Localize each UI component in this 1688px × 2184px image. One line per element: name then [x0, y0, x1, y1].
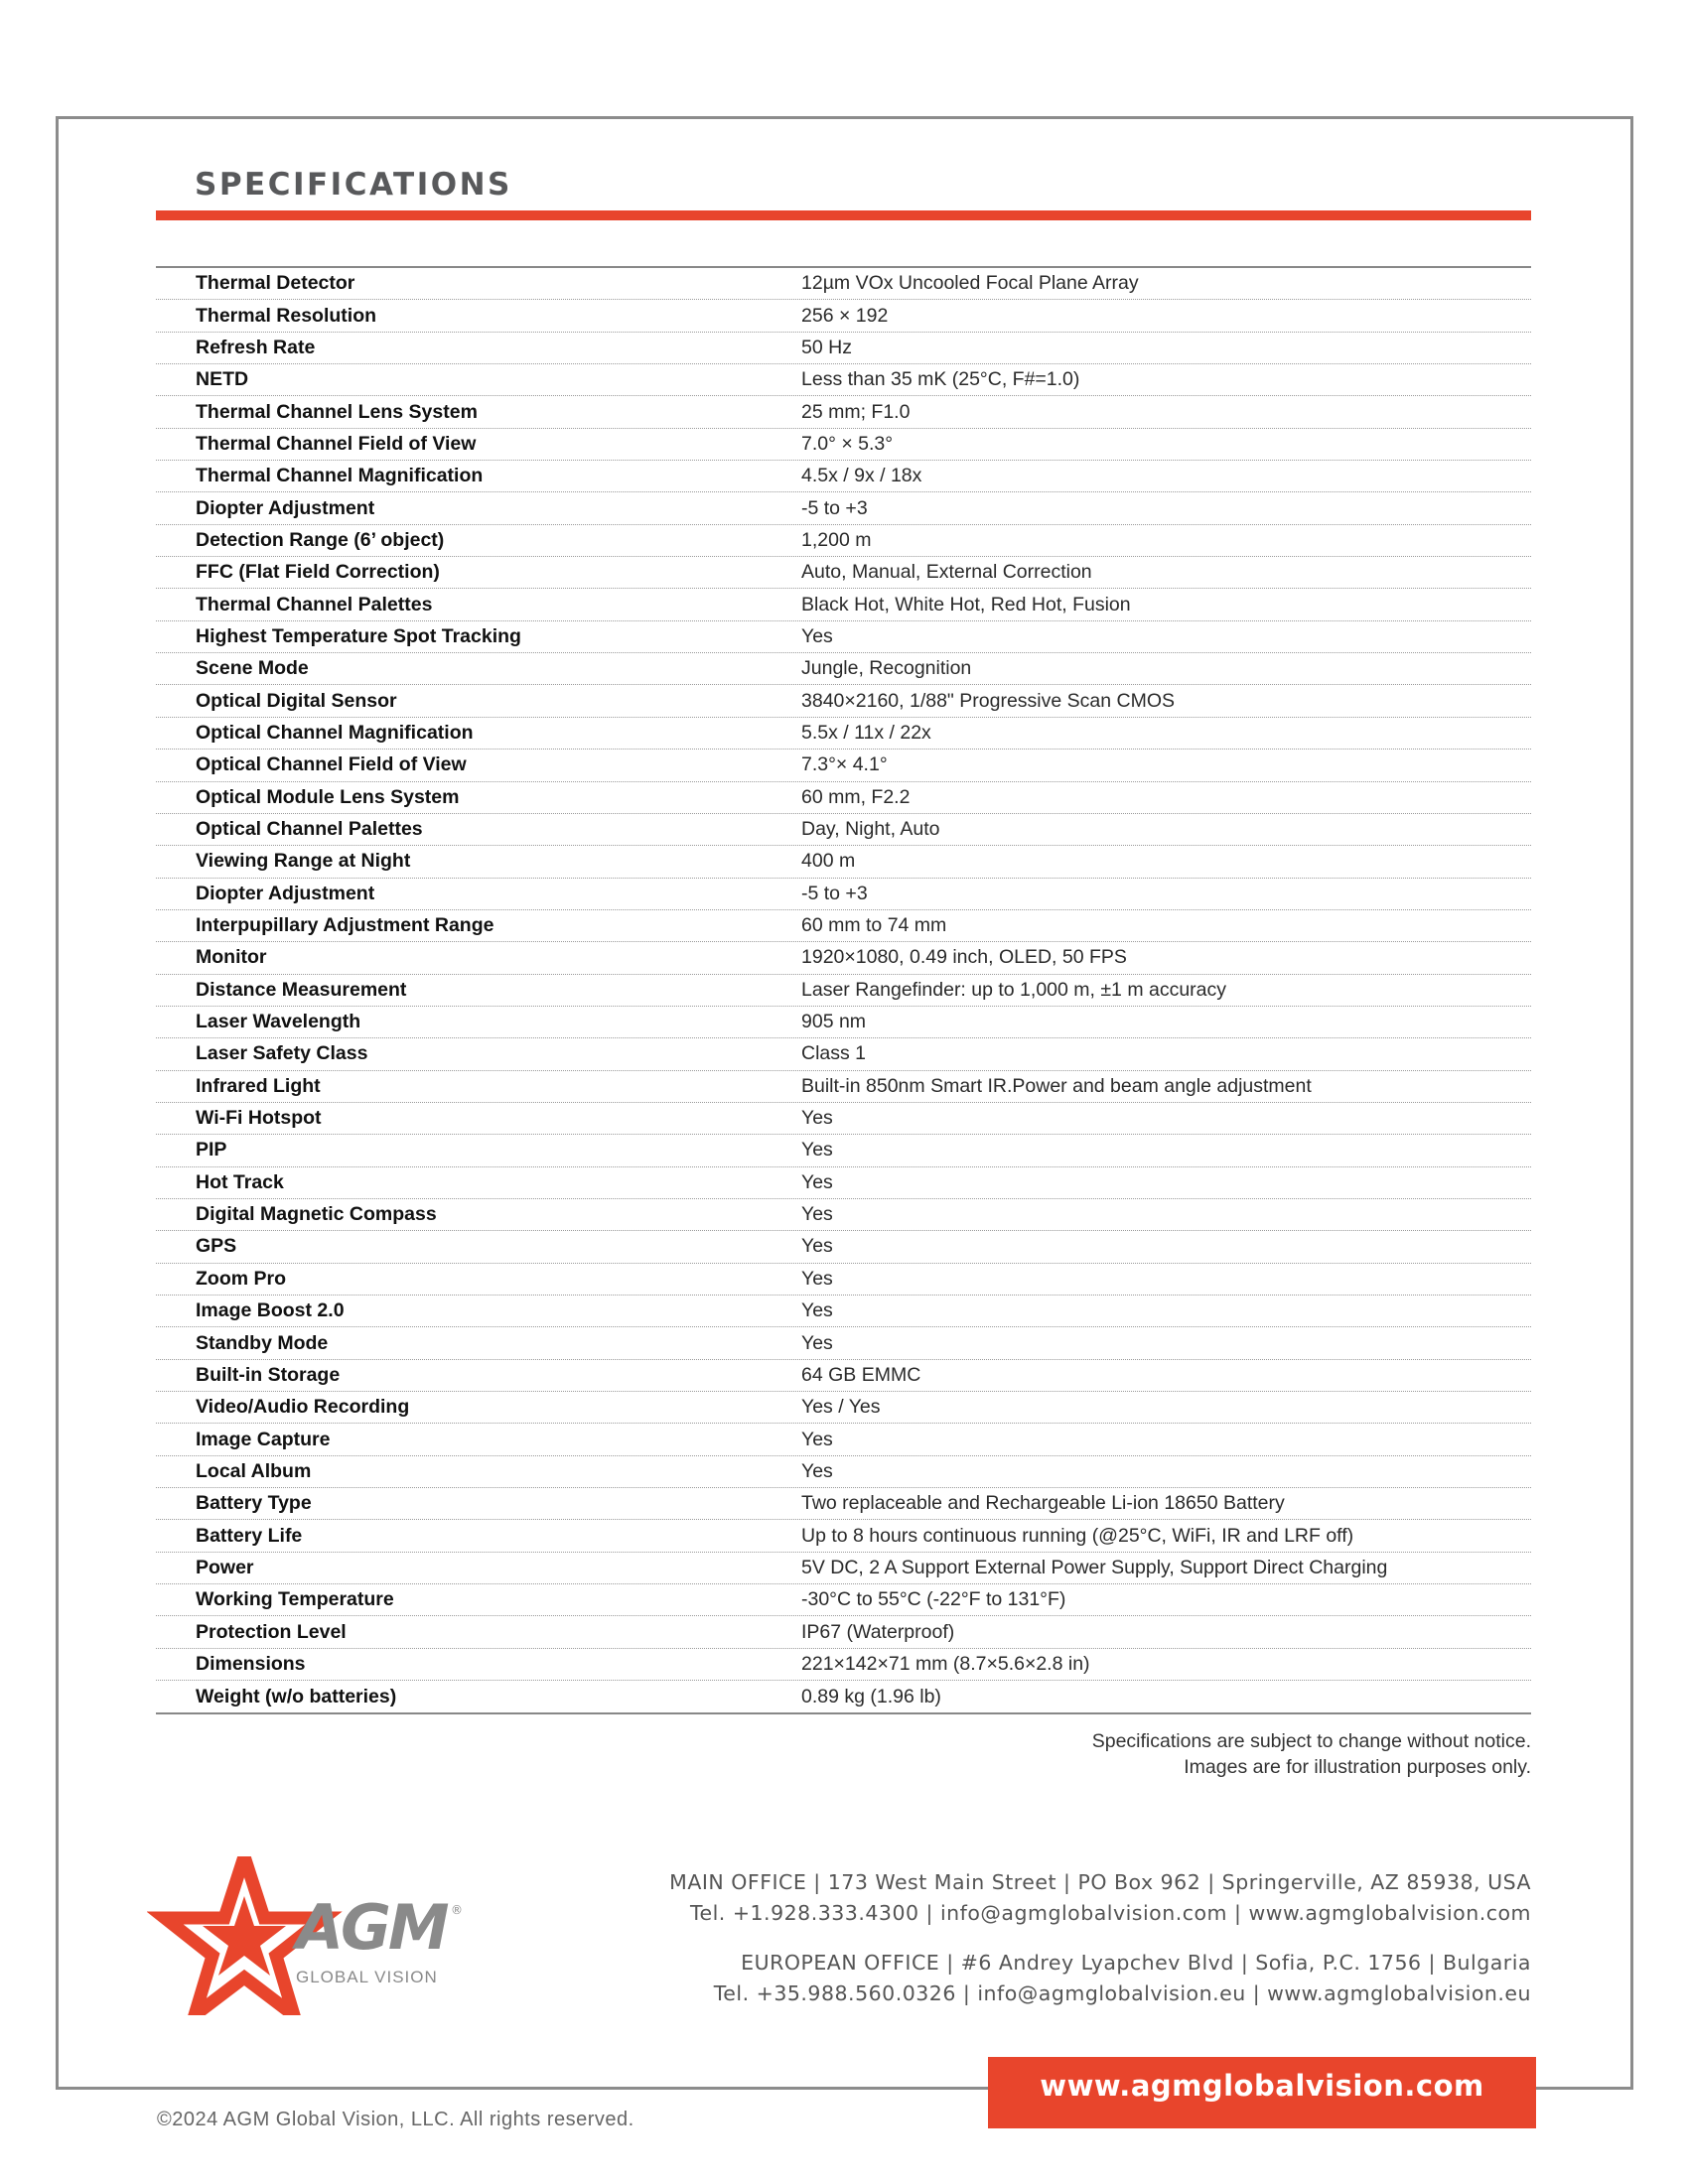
spec-label: FFC (Flat Field Correction): [196, 561, 440, 584]
table-row: [156, 557, 1531, 589]
spec-value: 64 GB EMMC: [801, 1363, 921, 1386]
section-title: SPECIFICATIONS: [195, 167, 512, 203]
registered-mark: ®: [451, 1903, 463, 1917]
main-office-contact: [669, 1867, 1531, 1929]
spec-label: Working Temperature: [196, 1588, 394, 1611]
table-row: [156, 910, 1531, 942]
spec-label: Diopter Adjustment: [196, 496, 375, 519]
spec-label: Thermal Channel Lens System: [196, 400, 478, 423]
spec-label: GPS: [196, 1235, 237, 1258]
spec-label: PIP: [196, 1139, 227, 1161]
spec-label: Local Album: [196, 1459, 312, 1482]
european-office-contact: [714, 1948, 1531, 2009]
spec-label: Battery Life: [196, 1524, 303, 1547]
spec-label: Thermal Detector: [196, 272, 355, 295]
main-office-phone-email[interactable]: Tel. +1.928.333.4300 | info@agmglobalvision.com | www.agmglobalvision.com: [689, 1901, 1531, 1925]
table-row: [156, 1007, 1531, 1038]
disclaimer-line: Specifications are subject to change without notice.: [1091, 1730, 1531, 1752]
table-row: [156, 1584, 1531, 1616]
table-row: [156, 653, 1531, 685]
spec-label: Scene Mode: [196, 657, 309, 680]
spec-label: NETD: [196, 368, 249, 391]
table-row: [156, 685, 1531, 717]
spec-label: Optical Module Lens System: [196, 785, 460, 808]
spec-label: Optical Channel Magnification: [196, 721, 474, 744]
table-row: [156, 1135, 1531, 1166]
spec-label: Viewing Range at Night: [196, 850, 411, 873]
spec-label: Image Capture: [196, 1428, 331, 1450]
table-row: [156, 1264, 1531, 1296]
spec-value: 7.3°× 4.1°: [801, 753, 888, 776]
spec-value: Yes: [801, 1331, 833, 1354]
spec-value: Built-in 850nm Smart IR.Power and beam angle adjustment: [801, 1074, 1312, 1097]
table-row: [156, 1616, 1531, 1648]
spec-value: Yes: [801, 1107, 833, 1130]
spec-label: Detection Range (6’ object): [196, 528, 445, 551]
spec-label: Optical Channel Field of View: [196, 753, 467, 776]
spec-label: Diopter Adjustment: [196, 882, 375, 904]
spec-value: Yes: [801, 1428, 833, 1450]
spec-value: Two replaceable and Rechargeable Li-ion 18650 Battery: [801, 1492, 1285, 1515]
table-row: [156, 492, 1531, 524]
spec-value: Yes: [801, 1267, 833, 1290]
table-row: [156, 589, 1531, 620]
table-row: [156, 1296, 1531, 1327]
table-row: [156, 1199, 1531, 1231]
disclaimer: [1092, 1728, 1531, 1780]
spec-label: Interpupillary Adjustment Range: [196, 914, 494, 937]
spec-label: Laser Safety Class: [196, 1042, 368, 1065]
spec-label: Battery Type: [196, 1492, 312, 1515]
table-row: [156, 1681, 1531, 1712]
logo-wordmark: AGM: [296, 1891, 447, 1964]
spec-value: 5.5x / 11x / 22x: [801, 721, 931, 744]
table-row: [156, 879, 1531, 910]
table-row: [156, 333, 1531, 364]
table-row: [156, 782, 1531, 814]
specifications-table: [156, 266, 1531, 1714]
table-row: [156, 429, 1531, 461]
spec-value: Yes: [801, 1203, 833, 1226]
spec-value: 0.89 kg (1.96 lb): [801, 1685, 941, 1707]
table-row: [156, 1103, 1531, 1135]
spec-value: Yes: [801, 624, 833, 647]
european-office-address: EUROPEAN OFFICE | #6 Andrey Lyapchev Blvd | Sofia, P.C. 1756 | Bulgaria: [741, 1951, 1531, 1975]
spec-value: 400 m: [801, 850, 856, 873]
spec-value: 7.0° × 5.3°: [801, 432, 894, 455]
table-row: [156, 621, 1531, 653]
heading-accent-bar: [156, 210, 1531, 220]
spec-label: Video/Audio Recording: [196, 1396, 410, 1419]
table-row: [156, 396, 1531, 428]
table-row: [156, 942, 1531, 974]
spec-label: Built-in Storage: [196, 1363, 341, 1386]
spec-value: 4.5x / 9x / 18x: [801, 465, 922, 487]
spec-label: Highest Temperature Spot Tracking: [196, 624, 521, 647]
spec-value: Yes: [801, 1170, 833, 1193]
spec-label: Digital Magnetic Compass: [196, 1203, 437, 1226]
logo-tagline: GLOBAL VISION: [296, 1968, 438, 1986]
spec-value: 256 × 192: [801, 304, 889, 327]
table-row: [156, 461, 1531, 492]
table-row: [156, 846, 1531, 878]
spec-label: Optical Channel Palettes: [196, 818, 423, 841]
spec-value: 60 mm, F2.2: [801, 785, 911, 808]
spec-value: 50 Hz: [801, 336, 852, 358]
spec-value: 5V DC, 2 A Support External Power Supply, Support Direct Charging: [801, 1556, 1388, 1578]
spec-value: 221×142×71 mm (8.7×5.6×2.8 in): [801, 1652, 1090, 1675]
spec-value: Less than 35 mK (25°C, F#=1.0): [801, 368, 1080, 391]
table-row: [156, 975, 1531, 1007]
spec-value: Yes: [801, 1299, 833, 1322]
table-row: [156, 1392, 1531, 1424]
table-row: [156, 1360, 1531, 1392]
table-row: [156, 525, 1531, 557]
spec-value: 1920×1080, 0.49 inch, OLED, 50 FPS: [801, 946, 1127, 969]
spec-value: Black Hot, White Hot, Red Hot, Fusion: [801, 593, 1131, 615]
table-row: [156, 1520, 1531, 1552]
copyright-notice: ©2024 AGM Global Vision, LLC. All rights reserved.: [157, 2109, 634, 2130]
spec-value: IP67 (Waterproof): [801, 1620, 955, 1643]
spec-label: Infrared Light: [196, 1074, 321, 1097]
spec-label: Weight (w/o batteries): [196, 1685, 397, 1707]
table-row: [156, 300, 1531, 332]
spec-label: Hot Track: [196, 1170, 284, 1193]
spec-label: Optical Digital Sensor: [196, 689, 397, 712]
spec-value: Laser Rangefinder: up to 1,000 m, ±1 m accuracy: [801, 978, 1227, 1001]
table-row: [156, 1327, 1531, 1359]
spec-label: Power: [196, 1556, 254, 1578]
website-link[interactable]: www.agmglobalvision.com: [988, 2057, 1536, 2128]
spec-label: Image Boost 2.0: [196, 1299, 345, 1322]
spec-value: 25 mm; F1.0: [801, 400, 911, 423]
spec-label: Wi-Fi Hotspot: [196, 1107, 322, 1130]
spec-label: Thermal Resolution: [196, 304, 377, 327]
table-row: [156, 1456, 1531, 1488]
spec-label: Thermal Channel Palettes: [196, 593, 433, 615]
spec-label: Standby Mode: [196, 1331, 329, 1354]
spec-value: 60 mm to 74 mm: [801, 914, 947, 937]
spec-label: Refresh Rate: [196, 336, 316, 358]
spec-label: Distance Measurement: [196, 978, 407, 1001]
table-row: [156, 1231, 1531, 1263]
spec-value: Jungle, Recognition: [801, 657, 972, 680]
table-row: [156, 1649, 1531, 1681]
spec-value: Yes: [801, 1235, 833, 1258]
spec-value: 3840×2160, 1/88" Progressive Scan CMOS: [801, 689, 1176, 712]
table-row: [156, 268, 1531, 300]
table-row: [156, 1424, 1531, 1455]
spec-value: -5 to +3: [801, 882, 868, 904]
table-row: [156, 750, 1531, 781]
spec-label: Thermal Channel Magnification: [196, 465, 484, 487]
spec-value: -5 to +3: [801, 496, 868, 519]
spec-value: 905 nm: [801, 1011, 867, 1033]
spec-value: -30°C to 55°C (-22°F to 131°F): [801, 1588, 1066, 1611]
table-row: [156, 1488, 1531, 1520]
table-row: [156, 364, 1531, 396]
table-row: [156, 1553, 1531, 1584]
spec-value: Yes: [801, 1139, 833, 1161]
spec-value: Up to 8 hours continuous running (@25°C, WiFi, IR and LRF off): [801, 1524, 1354, 1547]
spec-value: Class 1: [801, 1042, 867, 1065]
spec-label: Monitor: [196, 946, 267, 969]
spec-value: Yes / Yes: [801, 1396, 881, 1419]
spec-value: Auto, Manual, External Correction: [801, 561, 1092, 584]
spec-label: Protection Level: [196, 1620, 347, 1643]
spec-value: 12µm VOx Uncooled Focal Plane Array: [801, 272, 1139, 295]
spec-value: Yes: [801, 1459, 833, 1482]
table-row: [156, 1071, 1531, 1103]
spec-label: Zoom Pro: [196, 1267, 286, 1290]
spec-value: 1,200 m: [801, 528, 872, 551]
spec-label: Dimensions: [196, 1652, 306, 1675]
spec-value: Day, Night, Auto: [801, 818, 940, 841]
table-row: [156, 1038, 1531, 1070]
table-row: [156, 718, 1531, 750]
spec-label: Thermal Channel Field of View: [196, 432, 477, 455]
spec-label: Laser Wavelength: [196, 1011, 361, 1033]
disclaimer-line: Images are for illustration purposes only.: [1184, 1756, 1531, 1778]
table-row: [156, 1167, 1531, 1199]
table-row: [156, 814, 1531, 846]
agm-logo: [147, 1856, 475, 2015]
european-office-phone-email[interactable]: Tel. +35.988.560.0326 | info@agmglobalvision.eu | www.agmglobalvision.eu: [713, 1981, 1531, 2005]
main-office-address: MAIN OFFICE | 173 West Main Street | PO Box 962 | Springerville, AZ 85938, USA: [669, 1870, 1531, 1894]
